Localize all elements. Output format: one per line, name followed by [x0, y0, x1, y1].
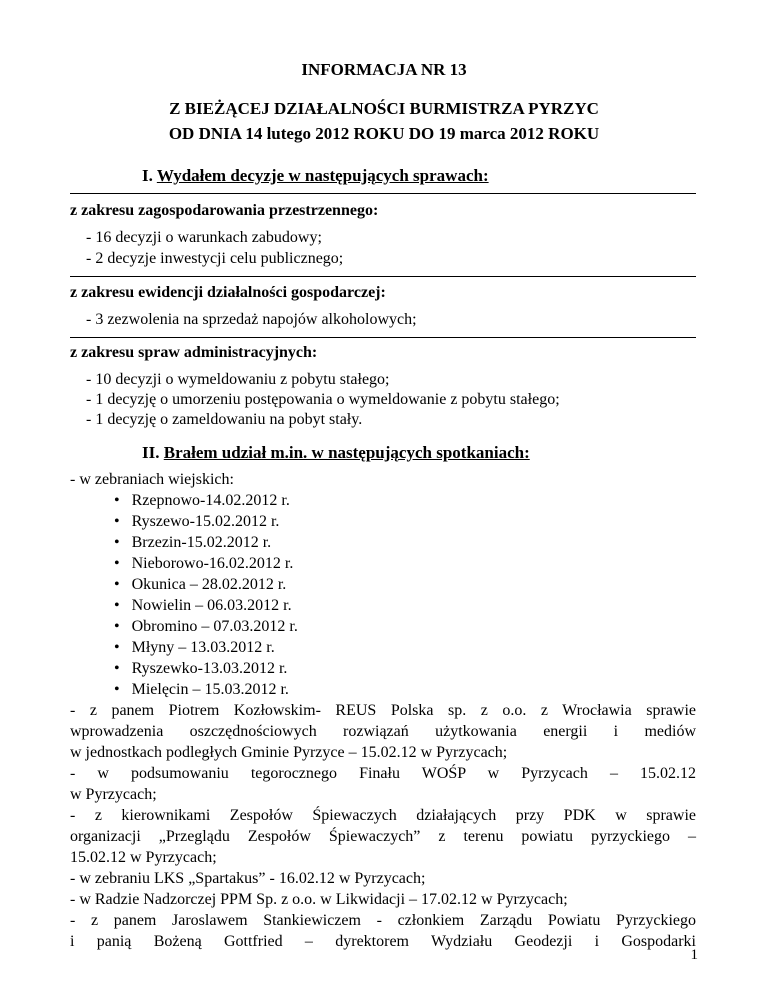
- list-item: • Mielęcin – 15.03.2012 r.: [114, 681, 289, 698]
- bullet-icon: •: [114, 597, 120, 614]
- list-item: • Ryszewko-13.03.2012 r.: [114, 660, 288, 677]
- section-2-numeral: II.: [142, 443, 160, 462]
- list-item: - 2 decyzje inwestycji celu publicznego;: [86, 250, 344, 267]
- paragraph-line: - z panem Jaroslawem Stankiewiczem - członkiem Zarządu Powiatu Pyrzyckiego: [70, 912, 696, 929]
- list-item: • Obromino – 07.03.2012 r.: [114, 618, 298, 635]
- paragraph-line: - w Radzie Nadzorczej PPM Sp. z o.o. w Likwidacji – 17.02.12 w Pyrzycach;: [70, 891, 568, 908]
- section-2-title: Brałem udział m.in. w następujących spotkaniach:: [163, 443, 530, 462]
- list-item: - 10 decyzji o wymeldowaniu z pobytu stałego;: [86, 371, 390, 388]
- paragraph-line: organizacji „Przeglądu Zespołów Śpiewaczych” z terenu powiatu pyrzyckiego –: [70, 828, 696, 845]
- paragraph-line: w jednostkach podległych Gminie Pyrzyce – 15.02.12 w Pyrzycach;: [70, 744, 508, 761]
- group-heading-administrative: z zakresu spraw administracyjnych:: [70, 344, 318, 361]
- list-item: • Ryszewo-15.02.2012 r.: [114, 513, 280, 530]
- list-item: - 1 decyzję o zameldowaniu na pobyt stały.: [86, 411, 363, 428]
- bullet-icon: •: [114, 681, 120, 698]
- page-number: 1: [690, 947, 698, 963]
- meetings-intro: - w zebraniach wiejskich:: [70, 471, 234, 488]
- section-1-title: Wydałem decyzje w następujących sprawach:: [156, 166, 489, 185]
- paragraph-line: - w podsumowaniu tegorocznego Finału WOŚP w Pyrzycach – 15.02.12: [70, 765, 696, 782]
- bullet-icon: •: [114, 555, 120, 572]
- subtitle-line-2: OD DNIA 14 lutego 2012 ROKU DO 19 marca 2012 ROKU: [168, 124, 600, 143]
- bullet-icon: •: [114, 492, 120, 509]
- separator-line: [70, 276, 696, 277]
- paragraph-line: wprowadzenia oszczędnościowych rozwiązań użytkowania energii i mediów: [70, 723, 696, 740]
- list-item: • Brzezin-15.02.2012 r.: [114, 534, 272, 551]
- list-item: • Okunica – 28.02.2012 r.: [114, 576, 287, 593]
- bullet-icon: •: [114, 660, 120, 677]
- info-title: INFORMACJA NR 13: [301, 60, 467, 79]
- bullet-icon: •: [114, 576, 120, 593]
- section-2-heading: [142, 443, 530, 463]
- paragraph-line: - z panem Piotrem Kozłowskim- REUS Polska sp. z o.o. z Wrocławia sprawie: [70, 702, 696, 719]
- list-item: - 3 zezwolenia na sprzedaż napojów alkoholowych;: [86, 311, 417, 328]
- paragraph-line: - z kierownikami Zespołów Śpiewaczych działających przy PDK w sprawie: [70, 807, 696, 824]
- bullet-icon: •: [114, 639, 120, 656]
- list-item: - 16 decyzji o warunkach zabudowy;: [86, 229, 322, 246]
- bullet-icon: •: [114, 534, 120, 551]
- subtitle-line-1: Z BIEŻĄCEJ DZIAŁALNOŚCI BURMISTRZA PYRZYC: [169, 99, 599, 118]
- bullet-icon: •: [114, 513, 120, 530]
- separator-line: [70, 193, 696, 194]
- section-1-numeral: I.: [142, 166, 153, 185]
- paragraph-line: 15.02.12 w Pyrzycach;: [70, 849, 217, 866]
- paragraph-line: i panią Bożeną Gottfried – dyrektorem Wydziału Geodezji i Gospodarki: [70, 933, 696, 950]
- paragraph-line: w Pyrzycach;: [70, 786, 157, 803]
- group-heading-business-registry: z zakresu ewidencji działalności gospodarczej:: [70, 284, 386, 301]
- list-item: • Nieborowo-16.02.2012 r.: [114, 555, 294, 572]
- separator-line: [70, 337, 696, 338]
- bullet-icon: •: [114, 618, 120, 635]
- section-1-heading: [142, 166, 489, 186]
- group-heading-zoning: z zakresu zagospodarowania przestrzennego:: [70, 202, 379, 219]
- list-item: • Rzepnowo-14.02.2012 r.: [114, 492, 290, 509]
- list-item: - 1 decyzję o umorzeniu postępowania o wymeldowanie z pobytu stałego;: [86, 391, 560, 408]
- paragraph-line: - w zebraniu LKS „Spartakus” - 16.02.12 w Pyrzycach;: [70, 870, 426, 887]
- list-item: • Młyny – 13.03.2012 r.: [114, 639, 275, 656]
- list-item: • Nowielin – 06.03.2012 r.: [114, 597, 292, 614]
